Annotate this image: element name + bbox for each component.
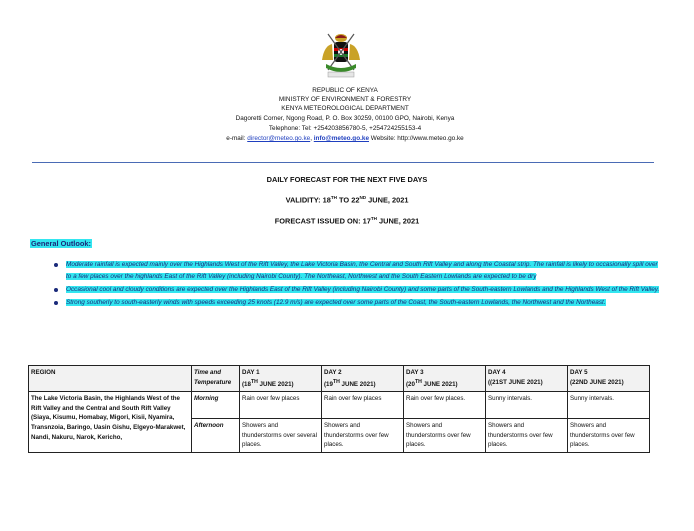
address-line: Dagoretti Corner, Ngong Road, P. O. Box 30259, 00100 GPO, Nairobi, Kenya xyxy=(235,115,455,122)
republic-label: REPUBLIC OF KENYA xyxy=(312,87,378,94)
table-cell: Sunny intervals. xyxy=(568,392,650,419)
email-prefix: e-mail: xyxy=(226,135,246,142)
day-header: DAY 3 (20TH JUNE 2021) xyxy=(404,366,486,392)
issued-title: FORECAST ISSUED ON: 17TH JUNE, 2021 xyxy=(274,216,420,226)
department-label: KENYA METEOROLOGICAL DEPARTMENT xyxy=(281,105,409,112)
outlook-list xyxy=(40,259,664,310)
day-header: DAY 5 (22ND JUNE 2021) xyxy=(568,366,650,392)
day-header: DAY 1 (18TH JUNE 2021) xyxy=(240,366,322,392)
morning-label: Morning xyxy=(192,392,240,419)
time-header: Time and Temperature xyxy=(192,366,240,392)
table-cell: Showers and thunderstorms over few places. xyxy=(322,419,404,453)
email-separator: , xyxy=(310,135,312,142)
table-cell: Rain over few places xyxy=(240,392,322,419)
table-cell: Showers and thunderstorms over few places. xyxy=(404,419,486,453)
list-item: Moderate rainfall is expected mainly over the Highlands West of the Rift Valley, the Lake Victoria Basin, the Central and South Rift Valley and along the Coastal strip. The rainfall is likely to occasionally spill over to a few places over the highlands East of the Rift Valley (including Nairobi County). The Northeast, Northwest and the South Eastern Lowlands are expected to be dry xyxy=(40,259,664,283)
kenya-coat-of-arms-icon xyxy=(318,30,364,80)
day-header: DAY 4 ((21ST JUNE 2021) xyxy=(486,366,568,392)
list-item: Strong southerly to south-easterly winds with speeds exceeding 25 knots (12.9 m/s) are expected over some parts of the Coast, the South-eastern Lowlands, the Northwest and the Northeast. xyxy=(40,297,664,309)
table-cell: Showers and thunderstorms over few places. xyxy=(486,419,568,453)
website-text: Website: http://www.meteo.go.ke xyxy=(370,135,464,142)
afternoon-label: Afternoon xyxy=(192,419,240,453)
bullet-icon xyxy=(54,288,58,292)
bullet-icon xyxy=(54,263,58,267)
telephone-line: Telephone: Tel: +254203856780-5, +254724255153-4 xyxy=(268,125,422,132)
table-cell: Showers and thunderstorms over few places. xyxy=(568,419,650,453)
table-cell: Rain over few places xyxy=(322,392,404,419)
email-line xyxy=(150,134,540,143)
region-header: REGION xyxy=(29,366,192,392)
ministry-label: MINISTRY OF ENVIRONMENT & FORESTRY xyxy=(278,96,412,103)
day-header: DAY 2 (19TH JUNE 2021) xyxy=(322,366,404,392)
table-cell: Sunny intervals. xyxy=(486,392,568,419)
table-row xyxy=(29,392,650,419)
bullet-icon xyxy=(54,301,58,305)
table-cell: Rain over few places. xyxy=(404,392,486,419)
validity-title: VALIDITY: 18TH TO 22ND JUNE, 2021 xyxy=(285,195,409,205)
email-link-director[interactable]: director@meteo.go.ke xyxy=(247,135,311,142)
email-link-info[interactable]: info@meteo.go.ke xyxy=(313,135,369,142)
table-cell: Showers and thunderstorms over several places. xyxy=(240,419,322,453)
region-cell: The Lake Victoria Basin, the Highlands West of the Rift Valley and the Central and South Rift Valley (Siaya, Kisumu, Homabay, Migori, Kisii, Nyamira, Transnzoia, Baringo, Uasin Gishu, Elgeyo-Marakwet, Nandi, Nakuru, Narok, Kericho, xyxy=(29,392,192,453)
forecast-table xyxy=(28,365,650,453)
main-title: DAILY FORECAST FOR THE NEXT FIVE DAYS xyxy=(266,175,428,184)
header-divider xyxy=(32,162,654,163)
table-header-row xyxy=(29,366,650,392)
list-item: Occasional cool and cloudy conditions are expected over the Highlands East of the Rift Valley (including Nairobi County) and some parts of the South-eastern Lowlands and the Highlands West of the Rift Valley. xyxy=(40,284,664,296)
general-outlook-label: General Outlook: xyxy=(31,239,91,248)
